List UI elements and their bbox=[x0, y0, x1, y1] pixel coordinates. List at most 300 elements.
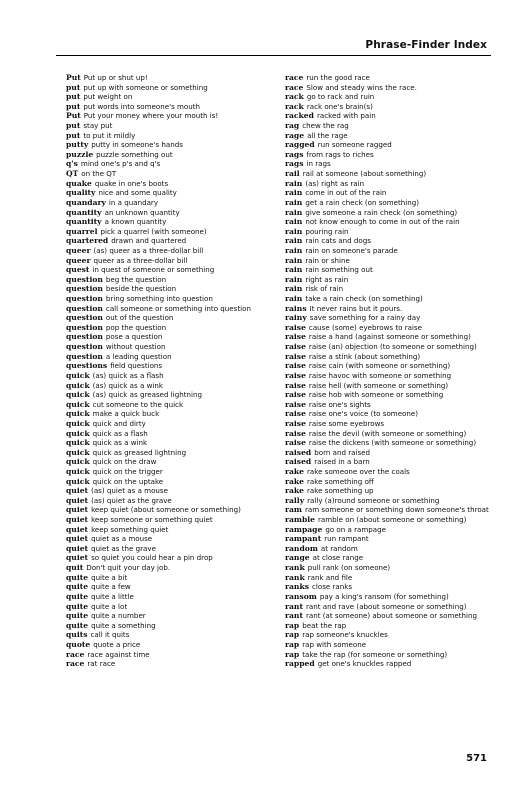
index-entry bbox=[66, 429, 274, 439]
index-entry bbox=[66, 83, 274, 93]
index-entry bbox=[66, 525, 274, 535]
entry-phrase: rap someone's knuckles bbox=[302, 630, 388, 640]
entry-headword: quick bbox=[66, 409, 90, 419]
index-entry bbox=[285, 294, 500, 304]
entry-headword: quiet bbox=[66, 515, 89, 525]
index-entry bbox=[285, 457, 500, 467]
index-entry bbox=[285, 448, 500, 458]
entry-phrase: raise some eyebrows bbox=[308, 418, 385, 428]
entry-headword: rain bbox=[285, 265, 303, 275]
index-entry bbox=[66, 361, 274, 371]
entry-headword: ranks bbox=[285, 582, 309, 592]
entry-headword: rainy bbox=[285, 313, 307, 323]
entry-headword: quick bbox=[66, 380, 90, 390]
index-entry bbox=[66, 150, 274, 160]
entry-headword: ramble bbox=[285, 515, 315, 525]
entry-phrase: cut someone to the quick bbox=[92, 399, 184, 409]
entry-headword: quick bbox=[66, 399, 90, 409]
entry-phrase: raise one's voice (to someone) bbox=[308, 409, 419, 419]
entry-headword: question bbox=[66, 284, 103, 294]
entry-phrase: run the good race bbox=[306, 73, 370, 82]
entry-headword: question bbox=[66, 303, 103, 313]
index-entry bbox=[285, 275, 500, 285]
entry-headword: raise bbox=[285, 409, 306, 419]
index-entry bbox=[66, 236, 274, 246]
entry-headword: quartered bbox=[66, 236, 109, 246]
index-entry bbox=[66, 217, 274, 227]
entry-headword: question bbox=[66, 351, 103, 361]
entry-headword: rags bbox=[285, 149, 304, 159]
index-entry bbox=[66, 448, 274, 458]
index-entry bbox=[285, 573, 500, 583]
index-entry bbox=[285, 525, 500, 535]
entry-headword: quite bbox=[66, 611, 89, 621]
entry-headword: quandary bbox=[66, 197, 106, 207]
entry-phrase: put weight on bbox=[83, 92, 133, 102]
entry-phrase: pose a question bbox=[105, 332, 163, 342]
entry-headword: rack bbox=[285, 92, 304, 102]
entry-headword: quantity bbox=[66, 207, 102, 217]
header-rule bbox=[56, 55, 491, 56]
entry-phrase: put up with someone or something bbox=[83, 82, 208, 92]
index-entry bbox=[285, 92, 500, 102]
index-entry bbox=[285, 227, 500, 237]
index-entry bbox=[66, 208, 274, 218]
index-entry bbox=[66, 102, 274, 112]
index-entry bbox=[285, 169, 500, 179]
entry-phrase: beside the question bbox=[105, 284, 177, 294]
index-entry bbox=[66, 246, 274, 256]
index-entry bbox=[285, 150, 500, 160]
index-entry bbox=[285, 198, 500, 208]
entry-headword: rake bbox=[285, 486, 305, 496]
entry-headword: quick bbox=[66, 466, 90, 476]
index-entry bbox=[66, 73, 274, 83]
index-entry bbox=[66, 275, 274, 285]
entry-phrase: raise a hand (against someone or something) bbox=[308, 332, 471, 342]
entry-phrase: raise cain (with someone or something) bbox=[308, 361, 451, 371]
index-entry bbox=[66, 121, 274, 131]
entry-phrase: putty in someone's hands bbox=[91, 140, 183, 150]
index-entry bbox=[285, 486, 500, 496]
entry-headword: rap bbox=[285, 639, 300, 649]
entry-headword: questions bbox=[66, 361, 108, 371]
index-entry bbox=[66, 188, 274, 198]
entry-phrase: at close range bbox=[312, 553, 364, 563]
index-entry bbox=[66, 553, 274, 563]
entry-headword: rant bbox=[285, 601, 303, 611]
index-entry bbox=[66, 400, 274, 410]
index-entry bbox=[285, 409, 500, 419]
entry-headword: quits bbox=[66, 630, 88, 640]
entry-phrase: right as rain bbox=[305, 274, 349, 284]
index-entry bbox=[66, 390, 274, 400]
index-entry bbox=[66, 640, 274, 650]
entry-phrase: an unknown quantity bbox=[104, 207, 180, 217]
entry-phrase: go on a rampage bbox=[325, 524, 387, 534]
entry-phrase: from rags to riches bbox=[306, 149, 374, 159]
entry-headword: Put bbox=[66, 111, 81, 121]
entry-headword: rain bbox=[285, 188, 303, 198]
entry-headword: puzzle bbox=[66, 149, 94, 159]
index-entry bbox=[66, 457, 274, 467]
entry-phrase: Put your money where your mouth is! bbox=[83, 111, 219, 121]
entry-phrase: run rampant bbox=[324, 534, 369, 544]
entry-headword: rain bbox=[285, 197, 303, 207]
entry-phrase: not know enough to come in out of the rain bbox=[305, 217, 460, 227]
index-entry bbox=[285, 592, 500, 602]
entry-headword: put bbox=[66, 121, 81, 131]
entry-headword: raise bbox=[285, 390, 306, 400]
index-entry bbox=[66, 505, 274, 515]
entry-phrase: rake something up bbox=[307, 486, 374, 496]
entry-phrase: raise the devil (with someone or something) bbox=[308, 428, 467, 438]
index-entry bbox=[285, 111, 500, 121]
entry-phrase: rain cats and dogs bbox=[305, 236, 371, 246]
entry-headword: rain bbox=[285, 255, 303, 265]
entry-headword: rant bbox=[285, 611, 303, 621]
index-entry bbox=[285, 467, 500, 477]
entry-headword: rap bbox=[285, 630, 300, 640]
entry-headword: range bbox=[285, 553, 310, 563]
entry-phrase: raise the dickens (with someone or something) bbox=[308, 438, 477, 448]
entry-phrase: pay a king's ransom (for something) bbox=[319, 591, 449, 601]
entry-headword: quiet bbox=[66, 553, 89, 563]
entry-headword: quarrel bbox=[66, 226, 98, 236]
entry-headword: rain bbox=[285, 294, 303, 304]
entry-phrase: rat race bbox=[87, 659, 116, 669]
entry-headword: quiet bbox=[66, 495, 89, 505]
index-column-left bbox=[66, 73, 274, 669]
entry-headword: queer bbox=[66, 255, 91, 265]
entry-headword: random bbox=[285, 543, 318, 553]
index-entry bbox=[66, 419, 274, 429]
entry-headword: rag bbox=[285, 121, 300, 131]
running-header-title: Phrase-Finder Index bbox=[365, 39, 487, 51]
entry-headword: raise bbox=[285, 428, 306, 438]
entry-phrase: call someone or something into question bbox=[105, 303, 251, 313]
entry-phrase: pop the question bbox=[105, 322, 167, 332]
entry-phrase: take the rap (for someone or something) bbox=[302, 649, 448, 659]
entry-phrase: nice and some quality bbox=[98, 188, 177, 198]
entry-phrase: raised in a barn bbox=[314, 457, 370, 467]
entry-headword: rapped bbox=[285, 659, 315, 669]
index-entry bbox=[285, 602, 500, 612]
entry-phrase: rain or shine bbox=[305, 255, 350, 265]
index-entry bbox=[285, 256, 500, 266]
index-entry bbox=[66, 602, 274, 612]
index-entry bbox=[285, 630, 500, 640]
index-entry bbox=[66, 342, 274, 352]
entry-headword: rank bbox=[285, 563, 305, 573]
index-entry bbox=[285, 236, 500, 246]
entry-headword: rains bbox=[285, 303, 307, 313]
entry-phrase: quite a something bbox=[91, 620, 156, 630]
entry-headword: quite bbox=[66, 620, 89, 630]
index-entry bbox=[285, 611, 500, 621]
entry-headword: q's bbox=[66, 159, 78, 169]
entry-headword: rake bbox=[285, 476, 305, 486]
entry-phrase: save something for a rainy day bbox=[309, 313, 421, 323]
entry-headword: rain bbox=[285, 236, 303, 246]
entry-phrase: make a quick buck bbox=[92, 409, 160, 419]
index-entry bbox=[285, 361, 500, 371]
entry-phrase: out of the question bbox=[105, 313, 174, 323]
entry-headword: quality bbox=[66, 188, 96, 198]
entry-headword: quite bbox=[66, 582, 89, 592]
entry-headword: raise bbox=[285, 351, 306, 361]
entry-phrase: queer as a three-dollar bill bbox=[93, 255, 188, 265]
entry-headword: quick bbox=[66, 370, 90, 380]
entry-headword: race bbox=[66, 659, 85, 669]
index-entry bbox=[285, 621, 500, 631]
index-entry bbox=[66, 438, 274, 448]
index-entry bbox=[66, 409, 274, 419]
entry-phrase: at random bbox=[320, 543, 358, 553]
entry-headword: rap bbox=[285, 620, 300, 630]
entry-headword: ragged bbox=[285, 140, 315, 150]
index-entry bbox=[66, 496, 274, 506]
index-entry bbox=[285, 332, 500, 342]
entry-headword: raise bbox=[285, 438, 306, 448]
entry-phrase: rap with someone bbox=[302, 639, 367, 649]
index-entry bbox=[66, 131, 274, 141]
entry-headword: quiet bbox=[66, 505, 89, 515]
entry-headword: raise bbox=[285, 399, 306, 409]
entry-phrase: ram someone or something down someone's throat bbox=[304, 505, 489, 515]
entry-phrase: all the rage bbox=[307, 130, 348, 140]
index-entry bbox=[66, 111, 274, 121]
entry-phrase: rain something out bbox=[305, 265, 373, 275]
entry-phrase: rack one's brain(s) bbox=[306, 101, 373, 111]
entry-phrase: close ranks bbox=[311, 582, 353, 592]
entry-headword: rail bbox=[285, 169, 300, 179]
entry-phrase: keep quiet (about someone or something) bbox=[91, 505, 241, 515]
entry-headword: quantity bbox=[66, 217, 102, 227]
index-entry bbox=[285, 83, 500, 93]
entry-phrase: cause (some) eyebrows to raise bbox=[308, 322, 423, 332]
entry-phrase: (as) quiet as the grave bbox=[91, 495, 172, 505]
entry-phrase: raise hell (with someone or something) bbox=[308, 380, 449, 390]
index-entry bbox=[285, 313, 500, 323]
index-entry bbox=[285, 179, 500, 189]
page-header bbox=[0, 0, 531, 56]
index-entry bbox=[66, 265, 274, 275]
entry-phrase: drawn and quartered bbox=[111, 236, 187, 246]
index-entry bbox=[66, 92, 274, 102]
entry-headword: quiet bbox=[66, 524, 89, 534]
entry-headword: quick bbox=[66, 447, 90, 457]
entry-phrase: a known quantity bbox=[104, 217, 167, 227]
index-entry bbox=[66, 467, 274, 477]
index-entry bbox=[285, 659, 500, 669]
entry-phrase: in quest of someone or something bbox=[92, 265, 215, 275]
entry-headword: rain bbox=[285, 226, 303, 236]
entry-phrase: raise (an) objection (to someone or something) bbox=[308, 342, 477, 352]
entry-headword: ram bbox=[285, 505, 302, 515]
entry-phrase: rant (at someone) about someone or something bbox=[305, 611, 477, 621]
entry-phrase: a leading question bbox=[105, 351, 172, 361]
index-entry bbox=[285, 188, 500, 198]
entry-headword: raised bbox=[285, 447, 312, 457]
entry-phrase: on the QT bbox=[81, 169, 117, 179]
entry-headword: rain bbox=[285, 245, 303, 255]
entry-headword: raise bbox=[285, 370, 306, 380]
entry-headword: question bbox=[66, 332, 103, 342]
entry-headword: put bbox=[66, 101, 81, 111]
entry-phrase: raise havoc with someone or something bbox=[308, 370, 452, 380]
entry-phrase: Slow and steady wins the race. bbox=[306, 82, 417, 92]
entry-headword: rage bbox=[285, 130, 305, 140]
entry-headword: quote bbox=[66, 639, 91, 649]
entry-phrase: (as) quick as greased lightning bbox=[92, 390, 202, 400]
entry-phrase: quite a little bbox=[91, 591, 134, 601]
entry-phrase: rally (a)round someone or something bbox=[307, 495, 440, 505]
entry-headword: put bbox=[66, 92, 81, 102]
index-entry bbox=[285, 582, 500, 592]
index-entry bbox=[66, 621, 274, 631]
entry-phrase: without question bbox=[105, 342, 166, 352]
entry-phrase: quick on the draw bbox=[92, 457, 157, 467]
entry-phrase: so quiet you could hear a pin drop bbox=[91, 553, 213, 563]
index-entry bbox=[66, 371, 274, 381]
index-entry bbox=[285, 284, 500, 294]
index-entry bbox=[285, 217, 500, 227]
entry-headword: rampant bbox=[285, 534, 322, 544]
entry-headword: Put bbox=[66, 73, 81, 82]
index-entry bbox=[285, 381, 500, 391]
index-entry bbox=[66, 582, 274, 592]
entry-headword: queer bbox=[66, 245, 91, 255]
entry-phrase: Put up or shut up! bbox=[83, 73, 148, 82]
entry-phrase: pull rank (on someone) bbox=[307, 563, 391, 573]
index-entry bbox=[66, 611, 274, 621]
entry-phrase: raise hob with someone or something bbox=[308, 390, 444, 400]
entry-phrase: quick as a flash bbox=[92, 428, 148, 438]
entry-phrase: (as) right as rain bbox=[305, 178, 365, 188]
index-entry bbox=[285, 553, 500, 563]
index-entry bbox=[285, 342, 500, 352]
entry-headword: raised bbox=[285, 457, 312, 467]
index-entry bbox=[285, 371, 500, 381]
entry-phrase: puzzle something out bbox=[96, 149, 173, 159]
entry-headword: racked bbox=[285, 111, 314, 121]
entry-phrase: rain on someone's parade bbox=[305, 245, 398, 255]
entry-headword: race bbox=[66, 649, 85, 659]
entry-headword: quick bbox=[66, 438, 90, 448]
index-entry bbox=[285, 563, 500, 573]
entry-phrase: raise a stink (about something) bbox=[308, 351, 421, 361]
entry-phrase: beg the question bbox=[105, 274, 167, 284]
entry-phrase: bring something into question bbox=[105, 294, 213, 304]
entry-phrase: stay put bbox=[83, 121, 113, 131]
index-entry bbox=[66, 515, 274, 525]
entry-headword: quest bbox=[66, 265, 90, 275]
entry-phrase: risk of rain bbox=[305, 284, 344, 294]
entry-headword: quick bbox=[66, 476, 90, 486]
entry-phrase: quite a bit bbox=[91, 572, 128, 582]
entry-headword: putty bbox=[66, 140, 89, 150]
index-entry bbox=[66, 227, 274, 237]
entry-headword: rain bbox=[285, 217, 303, 227]
entry-headword: quit bbox=[66, 563, 84, 573]
entry-phrase: in a quandary bbox=[108, 197, 159, 207]
entry-phrase: field questions bbox=[110, 361, 163, 371]
index-entry bbox=[66, 159, 274, 169]
entry-phrase: (as) quick as a flash bbox=[92, 370, 164, 380]
entry-headword: question bbox=[66, 294, 103, 304]
entry-phrase: put words into someone's mouth bbox=[83, 101, 201, 111]
index-entry bbox=[285, 438, 500, 448]
index-entry bbox=[66, 630, 274, 640]
index-entry bbox=[66, 592, 274, 602]
index-entry bbox=[66, 563, 274, 573]
entry-phrase: quick as a wink bbox=[92, 438, 148, 448]
index-entry bbox=[285, 140, 500, 150]
entry-phrase: quake in one's boots bbox=[94, 178, 169, 188]
index-entry bbox=[285, 131, 500, 141]
index-entry bbox=[285, 159, 500, 169]
index-column-right bbox=[285, 73, 500, 669]
entry-phrase: rail at someone (about something) bbox=[302, 169, 427, 179]
entry-headword: question bbox=[66, 342, 103, 352]
entry-phrase: quiet as the grave bbox=[91, 543, 156, 553]
index-entry bbox=[285, 400, 500, 410]
entry-phrase: quite a number bbox=[91, 611, 146, 621]
entry-phrase: rake someone over the coals bbox=[307, 466, 410, 476]
entry-phrase: come in out of the rain bbox=[305, 188, 387, 198]
entry-headword: put bbox=[66, 130, 81, 140]
index-entry bbox=[66, 352, 274, 362]
index-entry bbox=[285, 650, 500, 660]
index-entry bbox=[285, 304, 500, 314]
entry-phrase: quite a lot bbox=[91, 601, 128, 611]
entry-phrase: chew the rag bbox=[302, 121, 349, 131]
index-entry bbox=[285, 265, 500, 275]
index-entry bbox=[285, 419, 500, 429]
entry-headword: rally bbox=[285, 495, 305, 505]
entry-headword: rampage bbox=[285, 524, 323, 534]
index-entry bbox=[285, 102, 500, 112]
index-entry bbox=[66, 332, 274, 342]
entry-phrase: quick on the trigger bbox=[92, 466, 163, 476]
entry-phrase: (as) queer as a three-dollar bill bbox=[93, 245, 204, 255]
entry-phrase: beat the rap bbox=[302, 620, 347, 630]
index-entry bbox=[285, 640, 500, 650]
index-entry bbox=[285, 544, 500, 554]
index-entry bbox=[285, 73, 500, 83]
index-entry bbox=[66, 659, 274, 669]
index-entry bbox=[285, 515, 500, 525]
entry-headword: quiet bbox=[66, 486, 89, 496]
index-entry bbox=[285, 534, 500, 544]
index-entry bbox=[285, 323, 500, 333]
index-entry bbox=[66, 486, 274, 496]
entry-headword: question bbox=[66, 274, 103, 284]
entry-headword: raise bbox=[285, 342, 306, 352]
index-entry bbox=[66, 534, 274, 544]
entry-phrase: get a rain check (on something) bbox=[305, 197, 420, 207]
index-entry bbox=[66, 381, 274, 391]
entry-headword: raise bbox=[285, 380, 306, 390]
index-entry bbox=[66, 650, 274, 660]
index-entry bbox=[66, 179, 274, 189]
index-entry bbox=[66, 477, 274, 487]
index-entry bbox=[285, 246, 500, 256]
index-entry bbox=[285, 352, 500, 362]
entry-headword: rake bbox=[285, 466, 305, 476]
index-entry bbox=[285, 429, 500, 439]
